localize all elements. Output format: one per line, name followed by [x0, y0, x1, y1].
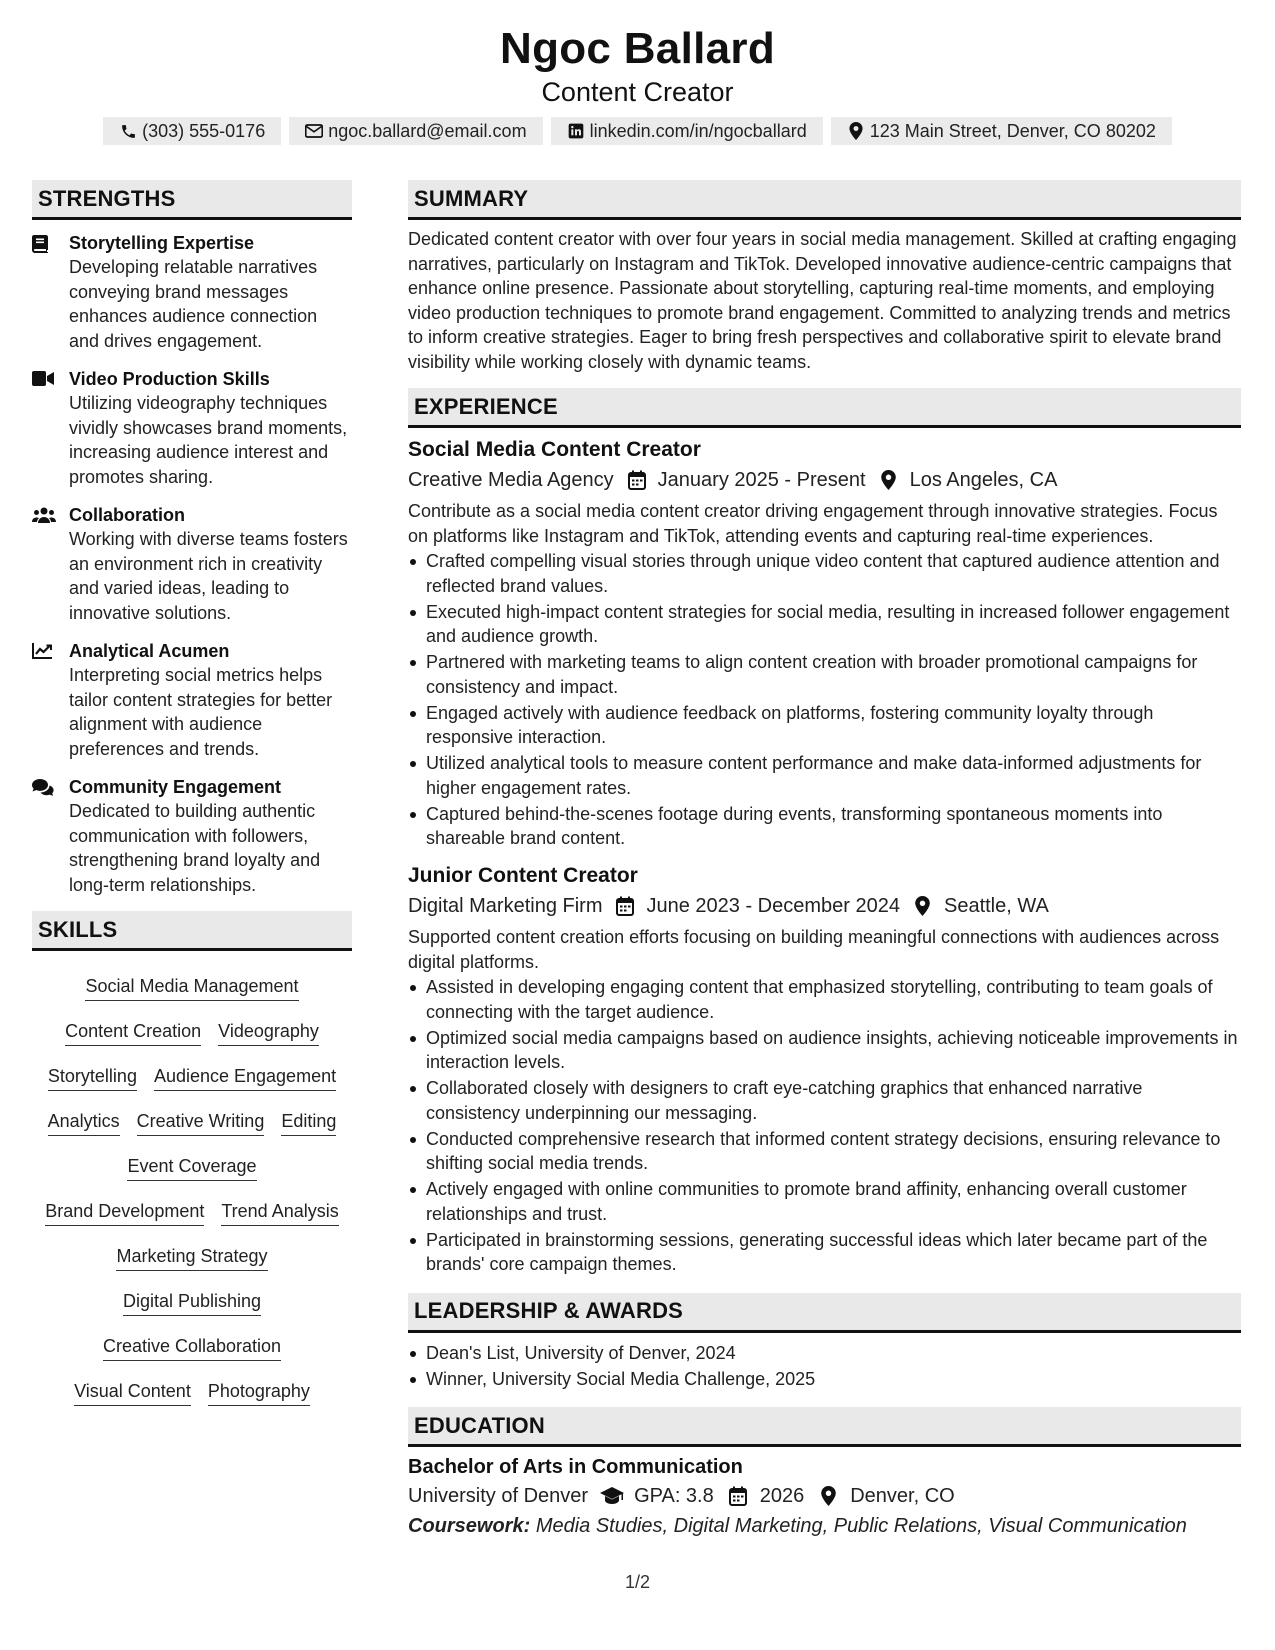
job-entry: [408, 852, 1241, 1277]
job-dates: January 2025 - Present: [657, 469, 866, 491]
strength-desc: Working with diverse teams fosters an environment rich in creativity and varied ideas, leading to innovative solutions.: [69, 529, 348, 623]
users-icon: [32, 503, 69, 625]
skill-row: [32, 967, 352, 1012]
strength-title: Collaboration: [69, 505, 185, 525]
resume-header: [0, 22, 1275, 145]
list-item: Collaborated closely with designers to craft eye-catching graphics that enhanced narrative consistency underpinning our messaging.: [408, 1076, 1241, 1125]
skill-tag: Event Coverage: [127, 1155, 256, 1181]
job-company: Digital Marketing Firm: [408, 895, 603, 917]
location-icon: [847, 122, 865, 140]
contact-email[interactable]: [289, 117, 542, 145]
skills-list: [32, 959, 352, 1417]
strength-desc: Dedicated to building authentic communication with followers, strengthening brand loyalty and long-term relationships.: [69, 801, 321, 895]
strength-desc: Utilizing videography techniques vividly showcases brand moments, increasing audience interest and promotes sharing.: [69, 393, 348, 487]
strength-title: Storytelling Expertise: [69, 233, 255, 253]
email-icon: [305, 122, 323, 140]
skill-tag: Content Creation: [65, 1020, 201, 1046]
education-degree: Bachelor of Arts in Communication: [408, 1456, 743, 1478]
list-item: Captured behind-the-scenes footage during events, transforming spontaneous moments into shareable brand content.: [408, 802, 1241, 851]
list-item: Participated in brainstorming sessions, generating successful ideas which later became part of the brands' core campaign themes.: [408, 1228, 1241, 1277]
summary-heading: SUMMARY: [408, 180, 1241, 220]
list-item: Conducted comprehensive research that informed content strategy decisions, ensuring relevance to shifting social media trends.: [408, 1127, 1241, 1176]
job-dates: June 2023 - December 2024: [646, 895, 900, 917]
contact-phone[interactable]: [103, 117, 281, 145]
location-icon: [878, 469, 900, 491]
job-bullets: [408, 549, 1241, 851]
right-column: [408, 180, 1241, 1541]
contact-linkedin-text: linkedin.com/in/ngocballard: [589, 120, 807, 141]
strength-item: [32, 231, 352, 353]
skill-tag: Brand Development: [45, 1200, 204, 1226]
strength-title: Community Engagement: [69, 777, 282, 797]
skill-tag: Visual Content: [74, 1380, 191, 1406]
chart-line-icon: [32, 639, 69, 761]
list-item: Optimized social media campaigns based on audience insights, achieving noticeable improvements in interaction levels.: [408, 1026, 1241, 1075]
list-item: Crafted compelling visual stories through unique video content that captured audience attention and reflected brand values.: [408, 549, 1241, 598]
skill-tag: Trend Analysis: [221, 1200, 338, 1226]
list-item: Executed high-impact content strategies for social media, resulting in increased follower engagement and audience growth.: [408, 600, 1241, 649]
calendar-icon: [626, 469, 648, 491]
strength-title: Analytical Acumen: [69, 641, 230, 661]
strength-item: [32, 503, 352, 625]
skill-tag: Creative Writing: [137, 1110, 265, 1136]
graduation-cap-icon: [600, 1485, 624, 1507]
strength-item: [32, 639, 352, 761]
job-description: Supported content creation efforts focusing on building meaningful connections with audiences across digital platforms.: [408, 927, 1220, 972]
comments-icon: [32, 775, 69, 897]
book-icon: [32, 231, 69, 353]
skill-row: [32, 1057, 352, 1102]
job-location: Los Angeles, CA: [909, 469, 1058, 491]
job-entry: [408, 428, 1241, 851]
list-item: Engaged actively with audience feedback on platforms, fostering community loyalty through responsive interaction.: [408, 701, 1241, 750]
skill-row: [32, 1102, 352, 1147]
list-item: Dean's List, University of Denver, 2024: [408, 1341, 1241, 1366]
location-icon: [816, 1485, 840, 1507]
calendar-icon: [726, 1485, 750, 1507]
strength-desc: Interpreting social metrics helps tailor content strategies for better alignment with audience preferences and trends.: [69, 665, 333, 759]
contact-phone-text: (303) 555-0176: [142, 120, 266, 141]
education-school: University of Denver: [408, 1485, 589, 1507]
skill-tag: Audience Engagement: [154, 1065, 336, 1091]
strength-item: [32, 775, 352, 897]
phone-icon: [119, 122, 137, 140]
education-coursework: [408, 1511, 1241, 1541]
calendar-icon: [614, 895, 636, 917]
education-heading: EDUCATION: [408, 1407, 1241, 1447]
skills-heading: SKILLS: [32, 911, 352, 951]
job-company: Creative Media Agency: [408, 469, 614, 491]
location-icon: [912, 895, 934, 917]
skill-tag: Analytics: [48, 1110, 120, 1136]
job-meta: [408, 464, 1241, 496]
education-year: 2026: [759, 1485, 805, 1507]
skill-row: [32, 1012, 352, 1057]
list-item: Assisted in developing engaging content that emphasized storytelling, contributing to team goals of connecting with the target audience.: [408, 975, 1241, 1024]
contact-location[interactable]: [831, 117, 1172, 145]
job-title: Junior Content Creator: [408, 864, 638, 887]
coursework-label: Coursework:: [408, 1515, 531, 1537]
awards-list: [408, 1341, 1241, 1392]
education-location: Denver, CO: [850, 1485, 955, 1507]
video-camera-icon: [32, 367, 69, 489]
coursework-text: Media Studies, Digital Marketing, Public Relations, Visual Communication: [535, 1515, 1187, 1537]
strength-item: [32, 367, 352, 489]
skill-row: [32, 1372, 352, 1417]
strengths-list: [32, 220, 352, 897]
contact-linkedin[interactable]: [551, 117, 823, 145]
list-item: Partnered with marketing teams to align content creation with broader promotional campaigns for consistency and impact.: [408, 650, 1241, 699]
skill-row: [32, 1147, 352, 1192]
left-column: [32, 180, 352, 1417]
skill-row: [32, 1237, 352, 1282]
strengths-heading: STRENGTHS: [32, 180, 352, 220]
skill-row: [32, 1282, 352, 1327]
skill-tag: Storytelling: [48, 1065, 137, 1091]
skill-tag: Creative Collaboration: [103, 1335, 281, 1361]
strength-desc: Developing relatable narratives conveying brand messages enhances audience connection and drives engagement.: [69, 257, 318, 351]
job-title: Social Media Content Creator: [408, 438, 701, 461]
skill-row: [32, 1192, 352, 1237]
list-item: Utilized analytical tools to measure content performance and make data-informed adjustments for higher engagement rates.: [408, 751, 1241, 800]
summary-text: Dedicated content creator with over four years in social media management. Skilled at crafting engaging narratives, particularly on Instagram and TikTok. Developed innovative audience-centric campaigns that enhance online presence. Passionate about storytelling, capturing real-time moments, and employing video production techniques to promote brand engagement. Committed to analyzing trends and metrics to inform creative strategies. Eager to bring fresh perspectives and collaborative spirit to elevate brand visibility while working closely with dynamic teams.: [408, 229, 1237, 372]
list-item: Actively engaged with online communities to promote brand affinity, enhancing overall customer relationships and trust.: [408, 1177, 1241, 1226]
job-meta: [408, 890, 1241, 922]
page-number: 1/2: [624, 1572, 651, 1592]
skill-tag: Editing: [281, 1110, 336, 1136]
contact-bar: [0, 117, 1275, 145]
contact-location-text: 123 Main Street, Denver, CO 80202: [869, 120, 1156, 141]
education-meta: [408, 1481, 1241, 1511]
contact-email-text: ngoc.ballard@email.com: [328, 120, 527, 141]
skill-tag: Photography: [208, 1380, 310, 1406]
job-description: Contribute as a social media content creator driving engagement through innovative strategies. Focus on platforms like Instagram and TikTok, attending events and capturing real-time experiences.: [408, 501, 1218, 546]
skill-tag: Social Media Management: [85, 975, 298, 1001]
job-location: Seattle, WA: [943, 895, 1049, 917]
awards-heading: LEADERSHIP & AWARDS: [408, 1293, 1241, 1333]
strength-title: Video Production Skills: [69, 369, 270, 389]
list-item: Winner, University Social Media Challenge, 2025: [408, 1367, 1241, 1392]
experience-heading: EXPERIENCE: [408, 388, 1241, 428]
candidate-role: Content Creator: [541, 77, 734, 107]
skill-tag: Digital Publishing: [123, 1290, 261, 1316]
skill-row: [32, 1327, 352, 1372]
job-bullets: [408, 975, 1241, 1277]
candidate-name: Ngoc Ballard: [500, 24, 775, 73]
skill-tag: Marketing Strategy: [116, 1245, 267, 1271]
education-gpa: GPA: 3.8: [634, 1485, 714, 1507]
skill-tag: Videography: [218, 1020, 319, 1046]
linkedin-icon: [567, 122, 585, 140]
